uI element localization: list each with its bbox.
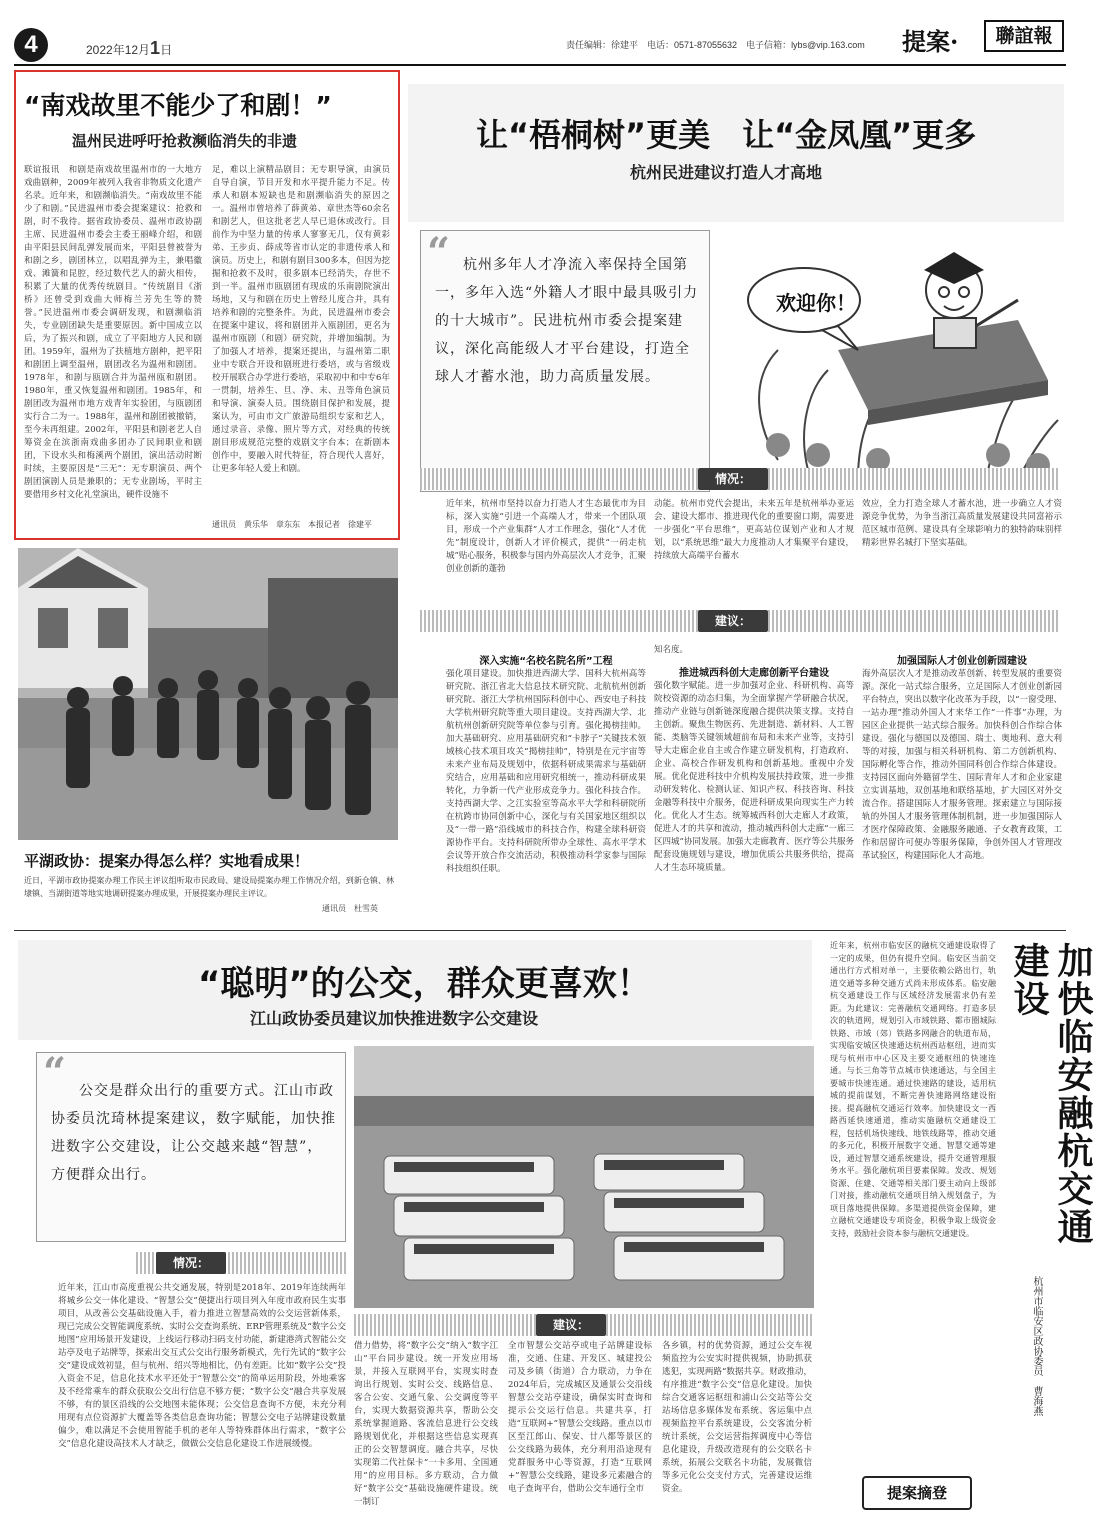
talent-suggest-tag: 建议： (698, 610, 768, 632)
talent-situation-col1: 近年来，杭州市坚持以奋力打造人才生态最优市为目标，深入实施“引进一个高端人才，带来一个团队项目，形成一个产业集群”人才工作理念，强化“人才优先”制度设计，创新人才评价模式，提供“一码走杭城”贴心服务，积极参与国内外高层次人才竞争，汇聚创业创新的蓬勃 (446, 499, 646, 574)
editor-contact: 责任编辑：徐建平 电话：0571-87055632 电子信箱：lybs@vip.163.com (566, 40, 865, 50)
article-he-opera (14, 70, 400, 540)
article-linan-text: 近年来，杭州市临安区的融杭交通建设取得了一定的成果，但仍有提升空间。临安区当前交通出行方式相对单一，主要依赖公路出行，轨道交通等多种交通方式尚未形成体系。临安融杭交通建设工作与区域经济发展需求仍有差距。为此建议：完善融杭交通网络。打造多层次的轨道网，规划引入市域铁路、都市圈城际铁路、市域（郊）铁路多网融合的轨道布局，实现临安城区快速通达杭州西站枢纽，进而实现与杭州市中心区及主要交通枢纽的快速连通。与长三角等节点城市快速通达，与全国主要城市快速连通。通过快速路的建设，适用杭城的提前谋划，不断完善快速路网络建设衔接。提高融杭交通运行效率。加快建设文一西路西延快速通道，推动实施融杭交通建设工程，包括机场快速线、地铁线路等，推动交通的多元化，积极开展数字交通、智慧交通等建设，通过智慧交通系统建设，提升交通管理服务水平。强化融杭项目要素保障。发改、规划资源、住建、交通等相关部门要主动向上级部门对接，推动融杭交通项目纳入规划盘子，为项目落地提供保障。多渠道提供资金保障，建立融杭交通建设专项资金，积极争取上级资金支持，鼓励社会资本参与融杭交通建设。 (830, 941, 996, 1238)
section-title: 提案· (902, 27, 959, 56)
bus-depot-image (354, 1046, 814, 1308)
talent-situation-col3: 效应，全力打造全球人才蓄水池，进一步确立人才资源竞争优势，为争当浙江高质量发展建设共同富裕示范区城市范例、建设具有全球影响力的独特韵味别样精彩世界名城打下坚实基础。 (862, 499, 1062, 548)
date-prefix: 2022年12月 (86, 43, 151, 57)
article-he-opera-col2: 足，难以上演精品剧目；无专职导演，由演员自导自演，节目开发和水平提升能力不足。传承人和剧本短缺也是和剧濒临消失的原因之一。温州市曾培养了薛黄弟、章世杰等60余名和剧艺人，但这批老艺人早已退休或改行。目前作为中坚力量的传承人寥寥无几，仅有黄彩弟、王步贞、薛成等省市认定的非遗传承人和演员。历史上，和剧有剧目300多本，但因为挖掘和抢救不及时，很多剧本已经消失，存世不到一半。温州市瓯剧团有现成的乐南剧院演出场地，又与和剧在历史上曾经儿度合并，具有培养和剧的完整条件。为此，民进温州市委会在提案中建议，将和剧团并入瓯剧团，更名为温州市瓯剧（和剧）研究院，并增加编制。为了加强人才培养，提案还提出，与温州第二职业中专联合开设和剧班进行委培，或与省级戏校开展联合办学进行委培，采取初中和中专6年一贯制，培养生、旦、净、末、丑等角色演员和导演、演奏人员。围绕剧目保护和发展，提案认为，可由市文广旅游局组织专家和艺人，通过录音、录像、照片等方式，对经典的传统剧目形成规范完整的戏剧文字台本；在新剧本创作中，要融入时代特征，符合现代人喜好，让更多年轻人爱上和剧。 (212, 165, 390, 474)
inspection-photo-image (18, 548, 398, 840)
quote-open-mark: “ (427, 229, 451, 276)
bus-suggest-col1: 借力借势，将“数字公交”纳入“数字江山”平台同步建设。统一开发应用场景，并接入互联网平台，实现实时查询出行规划、实时公交、线路信息、客合公安、交通气象、公交调度等平台，实现大数据资源共享，帮助公交系统掌握道路、客流信息进行公交线路规划优化，并根据这些信息实现真正的公交智慧调度。融合共享，尽快实现第二代社保卡“一卡多用、全国通用”的应用目标。多方联动，合力做好“数字公交”基础设施硬件建设。统一制订 (354, 1341, 498, 1507)
article-linan-title: 加快临安融杭交通建设 (1008, 942, 1093, 1246)
page-number: 4 (14, 28, 48, 62)
article-talent (408, 70, 1066, 926)
bus-depot-photo (354, 1046, 814, 1308)
bus-situation-tag: 情况： (156, 1252, 226, 1274)
talent-s1-title: 深入实施“名校名院名所”工程 (479, 656, 613, 667)
date-day: 1 (150, 38, 161, 58)
cartoon-bubble-text: 欢迎你！ (776, 291, 856, 315)
talent-situation-col2: 动能。杭州市党代会提出，未来五年是杭州举办亚运会、建设大都市、推进现代化的重要窗口期，需要进一步强化“平台思维”，更高站位谋划产业和人才规划，以“系统思维”最大力度推动人才集聚平台建设，持续放大高端平台蓄水 (654, 499, 854, 561)
article-talent-quote-box (420, 230, 710, 492)
article-linan-byline: 杭州市临安区政协委员 曹海燕 (1031, 1276, 1042, 1416)
bus-situation-text: 近年来，江山市高度重视公共交通发展，特别是2018年、2019年连续两年将城乡公交一体化建设、“智慧公交”便捷出行项目列入年度市政府民生实事项目，从改善公交基础设施入手，着力推进立智慧高效的公交运营新体系，现已完成公交智能调度系统、实时公交查询系统、ERP管理系统及“数字公交地图”应用场景开发建设，上线运行移动扫码支付功能，新建港湾式智能公交站亭及电子站牌等，探索出交互式公交出行服务新模式，先行先试的“数字公交”建设成效初显，但与杭州、绍兴等地相比，仍有差距。比如“数字公交”投入资金不足，信息化技术水平还处于“智慧公交”的简单运用阶段，外地乘客及不经常乘车的群众获取公交出行信息不够方便；“数字公交”融合共享发展不够，有的景区沿线的公交地图未能体现；公交信息查询不方便，未充分利用现有点位资源扩大覆盖等各类信息查询功能；智慧公交电子站牌建设数量偏少，难以满足不会使用智能手机的老年人等特殊群体出行需求，“数字公交”信息化建设高技术人才缺乏，做做公交信息化建设工作进展缓慢。 (58, 1283, 346, 1449)
article-bus-title: “聪明”的公交，群众更喜欢！ (198, 964, 651, 1004)
article-bus-subtitle: 江山政协委员建议加快推进数字公交建设 (250, 1009, 539, 1028)
issue-date (86, 38, 172, 59)
inspection-caption-credit: 通讯员 杜雪英 (322, 904, 378, 913)
newspaper-masthead: 聯誼報 (984, 20, 1064, 52)
inspection-caption-title: 平湖政协：提案办得怎么样？实地看成果！ (24, 852, 310, 870)
talent-s2-title: 推进城西科创大走廊创新平台建设 (679, 668, 829, 679)
header-rule (14, 64, 1066, 66)
talent-cartoon-image (718, 230, 1064, 492)
talent-s2-pre: 知名度。 (654, 645, 689, 655)
inspection-caption-text: 近日，平湖市政协提案办理工作民主评议组听取市民政局、建设局提案办理工作情况介绍，到新仓镇、林埭镇、当湖街道等地实地调研提案办理成果，开展提案办理民主评议。 (24, 876, 394, 898)
talent-s1-text: 强化项目建设。加快推进西湖大学、国科大杭州高等研究院、浙江省北大信息技术研究院、北航杭州创新研究院、浙江大学杭州国际科创中心、西安电子科技大学杭州研究院等重大项目建设。支持西湖大学、北航杭州创新研究院等单位参与引育。强化揭榜挂帅。加大基础研究、应用基础研究和“卡脖子”关键技术领域核心技术项目攻关“揭榜挂帅”，特别是在元宇宙等未来产业布局及规划中，依据科研成果需求与基础研究结合，应用基础和应用研究相统一，推动科研成果转化，力争新一代产业形成竞争力。强化科技合作。支持西湖大学、之江实验室等高水平大学和科研院所在杭跨市协同创新中心，深化与有关国家地区组织以及“一带一路”沿线城市的科技合作，构建全球科研资源协作平台。支持科研院所带办全球性、高水平学术会议等开放合作交流活动，积极推动科学家参与国际科技组织任职。 (446, 669, 646, 874)
article-he-opera-col1: 联谊报讯 和剧是南戏故里温州市的一大地方戏曲剧种，2009年被列入我省非物质文化遗产名录。近年来，和剧濒临消失。“南戏故里不能少了和剧。”民进温州市委会提案建议：抢救和剧，时不我待。据省政协委员、温州市政协副主席、民进温州市委会主委王丽峰介绍，和剧由平阳县民间乱弹发展而来，平阳县曾被誉为和剧之乡，剧团林立，以唱乱弹为主，兼唱徽戏、滩簧和昆腔，经过数代艺人的薪火相传，积累了大量的优秀传统剧目。“传统剧目《浙桥》还曾受到戏曲大师梅兰芳先生等的赞誉。”民进温州市委会调研发现，和剧濒临消失，专业剧团缺失是重要原因。新中国成立以后，为了振兴和剧，成立了平阳地方人民和剧团。1959年，温州为了扶植地方剧种，把平阳和剧团上调至温州，剧团改名为温州和剧团。1978年，和剧与瓯剧合并为温州瓯和剧团。1980年，重又恢复温州和剧团。1985年，和剧团改为温州市地方戏青年实验团，与瓯剧团实行合二为一。1988年，温州和剧团被撤销，至今未再组建。2002年，平阳县和剧老艺人自筹资金在滨浙南戏曲多团办了民间职业和剧团，下设水头和梅溪两个剧团，演出活动时断时续，主要原因是“三无”：无专职演员、两个剧团演剧人员是兼职的；无专业剧场，平时主要借用乡村文化礼堂演出，硬件设施不 (24, 165, 202, 500)
bus-suggest-tag: 建议： (536, 1314, 606, 1336)
section-divider (14, 930, 1066, 931)
page-header (0, 0, 1080, 62)
article-talent-quote: 杭州多年人才净流入率保持全国第一，多年入选“外籍人才眼中最具吸引力的十大城市”。民进杭州市委会提案建议，深化高能级人才平台建设，打造全球人才蓄水池，助力高质量发展。 (435, 257, 699, 385)
talent-s3-text: 海外高层次人才是推动改革创新、转型发展的重要资源。深化一站式综合服务，立足国际人才创业创新园平台特点，突出以数字化改革为手段，以“一窗受理、一站办理”推动外国人才来华工作“一件事”办理，为园区企业提供一站式综合服务。加快科创合作综合体建设。强化与德国以及德国、瑞士、奥地利、意大利等的对接，加强与相关科研机构、第二方创新机构、国际孵化等合作，推动外国同科创合作综合体建设。支持园区面向外籍留学生、国际青年人才和企业家建立实训基地，双创基地和联络基地，扩大园区对外交流合作。搭建国际人才服务管理。探索建立与国际接轨的外国人才服务管理体制机制，进一步加强国际人才医疗保障政策、金融服务融通、子女教育政策，工作和居留许可便办等服务保障，争创外国人才管理改革试验区，构建国际化人才高地。 (862, 669, 1062, 861)
article-he-opera-byline: 通讯员 黄乐华 章东东 本报记者 徐建平 (212, 520, 372, 529)
article-he-opera-subtitle: 温州民进呼吁抢救濒临消失的非遗 (72, 132, 298, 150)
date-suffix: 日 (160, 43, 173, 57)
talent-s3-title: 加强国际人才创业创新园建设 (897, 656, 1027, 667)
article-bus (14, 936, 816, 1526)
talent-s2-text: 强化数字赋能。进一步加强对企业、科研机构、高等院校资源的动态归集，为全面掌握产学研融合状况，推动产业链与创新链深度融合提供决策支撑。支持自主创新。聚焦生物医药、先进制造、新材料、人工智能、类脑等关键领域超前布局和未来产业等，支持引导大走廊企业自主或合作建立研发机构，打造政府、企业、高校合作研发机构和创新基地。重视中介发展。优化促进科技中介机构发展扶持政策，进一步推动研发转化、检测认证、知识产权、科技咨询、科技金融等科技中介服务，促进科研成果向现实生产力转化。优化人才生态。统筹城西科创大走廊人才政策，促进人才的共享和流动，推动城西科创大走廊“一廊三区四城”协同发展。加强大走廊教育、医疗等公共服务配套设施规划与建设，增加优质公共服务供给，提高人才生态环境质量。 (654, 681, 854, 873)
bus-suggest-col3: 各乡镇，村的优势资源，通过公交车视频监控为公安实时提供视频，协助抓获逃犯，实现两路“数据共享。财政推动，有序推进“数字公交”信息化建设。加快综合交通客运枢纽和浦山公交站等公交站场信息多媒体发布系统、客运集中点视频监控平台系统建设，公交客流分析统计系统，公交运营指挥调度中心等信息化建设，升级改造现有的公交联名卡系统，拓展公交联名卡功能，发展微信等多元化公交支付方式，完善建设运维资金。 (662, 1341, 812, 1494)
article-talent-subtitle: 杭州民进建议打造人才高地 (630, 163, 823, 182)
proposal-digest-tag: 提案摘登 (862, 1476, 972, 1510)
bus-suggest-col2: 全市智慧公交站亭或电子站牌建设标准，交通、住建、开发区、城建投公司及乡镇（街道）合力联动，力争在2024年后，完成城区及通景公交沿线智慧公交站亭建设，确保实时查询和提示公交运行信息。共建共享，打造“互联网+”智慧公交线路。重点以市区至江郎山、保安、廿八都等景区的公交线路为载体，充分利用沿途现有党群服务中心等资源，打造“互联网+”智慧公交线路，建设多元素融合的电子查询平台，借助公交车通行全市 (508, 1341, 652, 1494)
talent-situation-tag: 情况： (698, 468, 768, 490)
article-linan (822, 936, 1093, 1526)
talent-cartoon (718, 230, 1064, 492)
article-talent-title: 让“梧桐树”更美 让“金凤凰”更多 (476, 116, 977, 154)
inspection-photo (18, 548, 398, 840)
article-bus-quote-box (36, 1049, 346, 1242)
bus-quote-open-mark: “ (43, 1049, 67, 1096)
article-he-opera-title: “南戏故里不能少了和剧！” (24, 91, 332, 120)
article-bus-quote: 公交是群众出行的重要方式。江山市政协委员沈琦林提案建议，数字赋能，加快推进数字公交建设，让公交越来越“智慧”，方便群众出行。 (51, 1083, 336, 1183)
